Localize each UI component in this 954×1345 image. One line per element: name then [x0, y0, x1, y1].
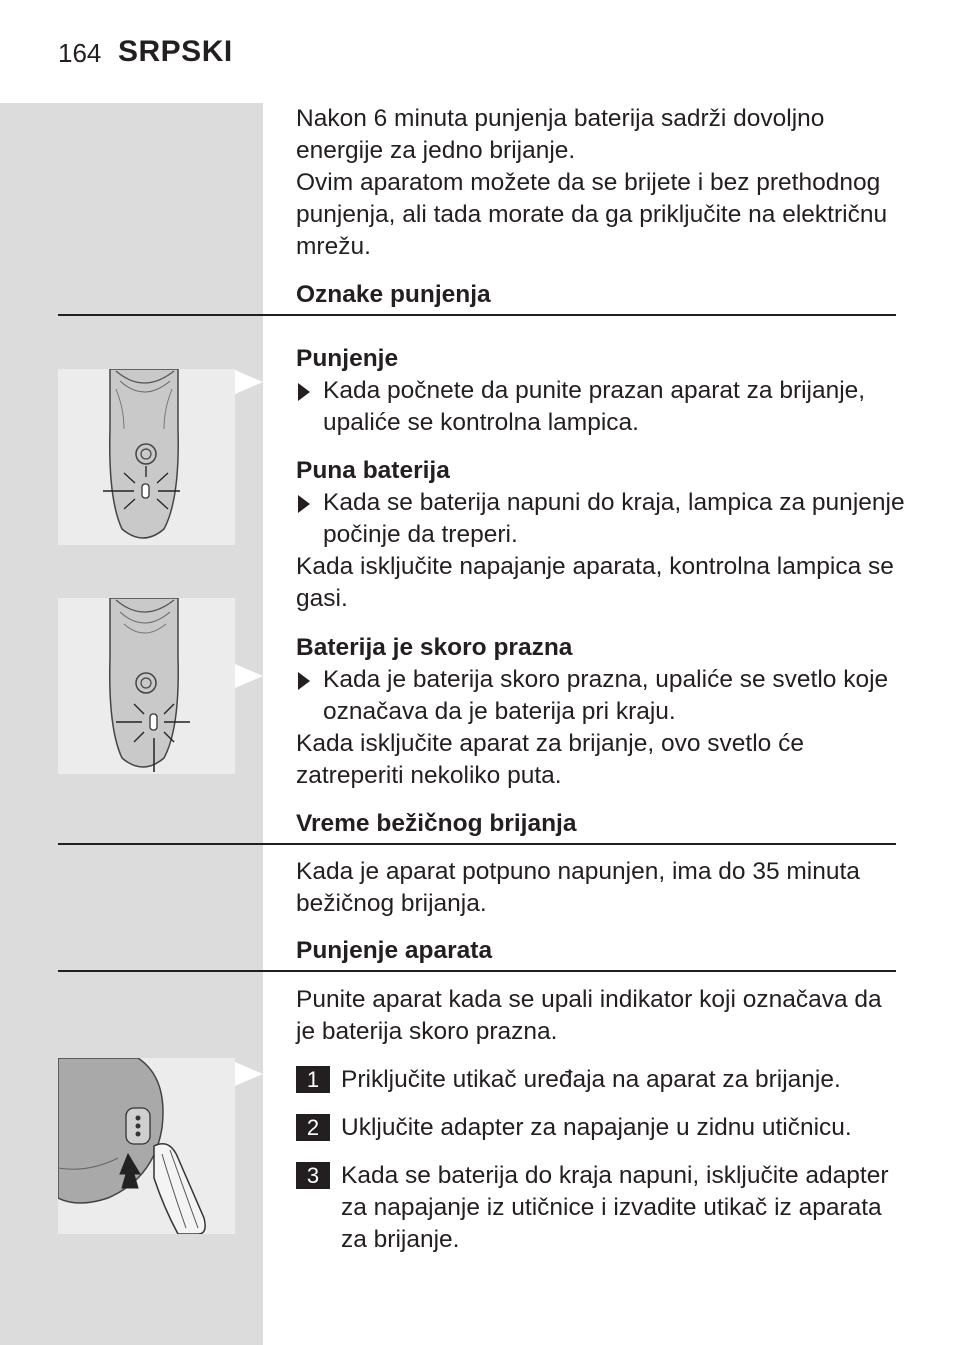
bullet-triangle-icon — [298, 495, 310, 513]
section-title-charging-indications: Oznake punjenja — [296, 281, 491, 308]
cordless-time-text — [296, 856, 906, 920]
language-title: SRPSKI — [118, 35, 233, 68]
step-number: 2 — [296, 1114, 330, 1141]
charging-appliance-intro — [296, 984, 906, 1048]
section-title-cordless-time: Vreme bežičnog brijanja — [296, 810, 577, 837]
section-divider — [58, 843, 896, 845]
intro-paragraph-1: Nakon 6 minuta punjenja baterija sadrži dovoljno energije za jedno brijanje. — [296, 105, 825, 164]
page-number: 164 — [58, 38, 102, 68]
subsection-title-battery-low: Baterija je skoro prazna — [296, 634, 573, 661]
step-number: 1 — [296, 1066, 330, 1093]
bullet-triangle-icon — [298, 383, 310, 401]
step-text: Priključite utikač uređaja na aparat za brijanje. — [341, 1066, 841, 1093]
charging-bullet — [296, 375, 906, 439]
battery-low-content — [296, 664, 906, 792]
step-number: 3 — [296, 1162, 330, 1189]
intro-text — [296, 103, 906, 263]
step-text: Uključite adapter za napajanje u zidnu utičnicu. — [341, 1114, 852, 1141]
step-3 — [296, 1160, 906, 1256]
subsection-title-charging: Punjenje — [296, 345, 399, 372]
illustration-pointer — [235, 1062, 263, 1086]
step-text: Kada se baterija do kraja napuni, isključite adapter za napajanje iz utičnice i izvadite utikač iz aparata za brijanje. — [341, 1162, 889, 1253]
shaver-light-on-icon — [58, 369, 235, 545]
intro-paragraph-2: Ovim aparatom možete da se brijete i bez prethodnog punjenja, ali tada morate da ga priključite na električnu mrežu. — [296, 169, 888, 260]
section-divider — [58, 314, 896, 316]
charging-bullet-text: Kada počnete da punite prazan aparat za brijanje, upaliće se kontrolna lampica. — [323, 377, 866, 436]
battery-low-bullet-text: Kada je baterija skoro prazna, upaliće se svetlo koje označava da je baterija pri kraju. — [323, 666, 889, 725]
subsection-title-battery-full: Puna baterija — [296, 457, 450, 484]
illustration-pointer — [235, 664, 263, 688]
shaver-light-blinking-icon — [58, 598, 235, 774]
bullet-triangle-icon — [298, 672, 310, 690]
section-title-charging-appliance: Punjenje aparata — [296, 937, 493, 964]
battery-full-bullet-text: Kada se baterija napuni do kraja, lampica za punjenje počinje da treperi. — [323, 489, 905, 548]
step-1 — [296, 1064, 906, 1096]
battery-full-note: Kada isključite napajanje aparata, kontrolna lampica se gasi. — [296, 553, 894, 612]
step-2 — [296, 1112, 906, 1144]
plug-insert-icon — [58, 1058, 235, 1234]
illustration-pointer — [235, 370, 263, 394]
cordless-time-paragraph: Kada je aparat potpuno napunjen, ima do 35 minuta bežičnog brijanja. — [296, 858, 860, 917]
section-divider — [58, 970, 896, 972]
charging-appliance-intro-text: Punite aparat kada se upali indikator koji označava da je baterija skoro prazna. — [296, 986, 882, 1045]
battery-full-content — [296, 487, 906, 615]
battery-low-note: Kada isključite aparat za brijanje, ovo svetlo će zatreperiti nekoliko puta. — [296, 730, 804, 789]
